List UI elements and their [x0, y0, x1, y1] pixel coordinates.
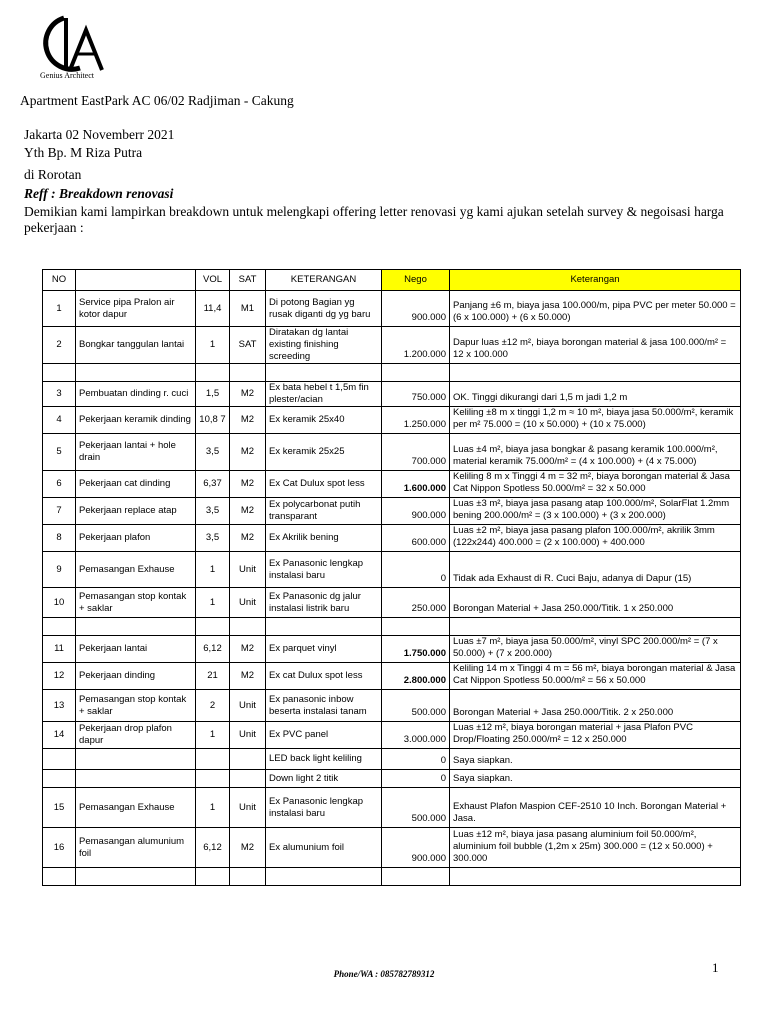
row-keterangan: Ex Akrilik bening	[266, 525, 382, 552]
row-no	[43, 868, 76, 886]
row-nego: 500.000	[382, 690, 450, 722]
row-item: Pemasangan stop kontak + saklar	[76, 588, 196, 618]
row-item: Pemasangan Exhause	[76, 552, 196, 588]
row-note: Borongan Material + Jasa 250.000/Titik. 1 x 250.000	[450, 588, 741, 618]
row-vol	[196, 364, 230, 382]
row-sat: M2	[230, 382, 266, 407]
row-item	[76, 749, 196, 770]
row-keterangan: Ex polycarbonat putih transparant	[266, 498, 382, 525]
table-row	[43, 618, 741, 636]
row-item	[76, 618, 196, 636]
row-nego: 250.000	[382, 588, 450, 618]
row-keterangan: Ex keramik 25x25	[266, 434, 382, 471]
row-sat	[230, 770, 266, 788]
header-sat: SAT	[230, 270, 266, 291]
row-no: 6	[43, 471, 76, 498]
row-vol: 1	[196, 552, 230, 588]
row-item	[76, 770, 196, 788]
row-note: Borongan Material + Jasa 250.000/Titik. 2 x 250.000	[450, 690, 741, 722]
row-no: 13	[43, 690, 76, 722]
row-nego: 1.250.000	[382, 407, 450, 434]
header-no: NO	[43, 270, 76, 291]
row-no: 11	[43, 636, 76, 663]
row-note: Luas ±12 m², biaya jasa pasang aluminium foil 50.000/m², aluminium foil bubble (1,2m x 25m) 300.000 = (12 x 50.000) + 300.000	[450, 828, 741, 868]
table-row	[43, 552, 741, 588]
row-keterangan: Di potong Bagian yg rusak diganti dg yg baru	[266, 291, 382, 327]
row-keterangan: LED back light keliling	[266, 749, 382, 770]
row-keterangan: Ex panasonic inbow beserta instalasi tanam	[266, 690, 382, 722]
row-vol: 3,5	[196, 525, 230, 552]
row-no	[43, 770, 76, 788]
row-vol: 2	[196, 690, 230, 722]
table-row	[43, 770, 741, 788]
row-item: Pemasangan stop kontak + saklar	[76, 690, 196, 722]
row-no: 8	[43, 525, 76, 552]
row-vol: 6,12	[196, 828, 230, 868]
table-row	[43, 722, 741, 749]
row-vol: 3,5	[196, 498, 230, 525]
table-row	[43, 327, 741, 364]
row-note: Luas ±3 m², biaya jasa pasang atap 100.000/m², SolarFlat 1.2mm bening 200.000/m² = (3 x 100.000) + (3 x 200.000)	[450, 498, 741, 525]
row-sat: M2	[230, 471, 266, 498]
row-note: Panjang ±6 m, biaya jasa 100.000/m, pipa PVC per meter 50.000 = (6 x 100.000) + (6 x 50.000)	[450, 291, 741, 327]
row-nego: 1.600.000	[382, 471, 450, 498]
table-row	[43, 868, 741, 886]
row-sat: Unit	[230, 552, 266, 588]
date-line: Jakarta 02 Novemberr 2021	[24, 127, 175, 142]
logo-text: Genius Architect	[40, 71, 94, 80]
row-sat: M2	[230, 828, 266, 868]
table-row	[43, 364, 741, 382]
row-item: Pekerjaan drop plafon dapur	[76, 722, 196, 749]
row-vol: 1	[196, 788, 230, 828]
row-note: Keliling 14 m x Tinggi 4 m = 56 m², biaya borongan material & Jasa Cat Nippon Spotless 50.000/m² = 56 x 50.000	[450, 663, 741, 690]
row-item: Pekerjaan lantai + hole drain	[76, 434, 196, 471]
row-note	[450, 364, 741, 382]
row-item: Pekerjaan keramik dinding	[76, 407, 196, 434]
row-keterangan: Ex Panasonic dg jalur instalasi listrik baru	[266, 588, 382, 618]
footer-contact: Phone/WA : 085782789312	[333, 969, 435, 979]
row-vol	[196, 868, 230, 886]
row-note	[450, 868, 741, 886]
intro-paragraph: Demikian kami lampirkan breakdown untuk melengkapi offering letter renovasi yg kami ajukan setelah survey & negoisasi harga pekerjaan :	[24, 204, 724, 235]
table-row	[43, 663, 741, 690]
row-vol: 3,5	[196, 434, 230, 471]
row-nego: 3.000.000	[382, 722, 450, 749]
row-no: 2	[43, 327, 76, 364]
row-note: Saya siapkan.	[450, 770, 741, 788]
row-vol: 1	[196, 327, 230, 364]
table-row	[43, 788, 741, 828]
table-row	[43, 434, 741, 471]
project-title: Apartment EastPark AC 06/02 Radjiman - Cakung	[20, 93, 294, 108]
row-no: 7	[43, 498, 76, 525]
row-note: Tidak ada Exhaust di R. Cuci Baju, adanya di Dapur (15)	[450, 552, 741, 588]
row-nego: 0	[382, 552, 450, 588]
row-vol: 1	[196, 722, 230, 749]
row-nego: 750.000	[382, 382, 450, 407]
row-nego	[382, 868, 450, 886]
row-note: OK. Tinggi dikurangi dari 1,5 m jadi 1,2 m	[450, 382, 741, 407]
row-item: Pekerjaan cat dinding	[76, 471, 196, 498]
row-nego: 700.000	[382, 434, 450, 471]
header-item	[76, 270, 196, 291]
row-keterangan: Down light 2 titik	[266, 770, 382, 788]
row-no: 5	[43, 434, 76, 471]
header-vol: VOL	[196, 270, 230, 291]
row-nego: 2.800.000	[382, 663, 450, 690]
row-no: 4	[43, 407, 76, 434]
row-item: Pekerjaan replace atap	[76, 498, 196, 525]
row-item: Pekerjaan plafon	[76, 525, 196, 552]
row-item: Pekerjaan dinding	[76, 663, 196, 690]
row-no: 3	[43, 382, 76, 407]
row-sat: M2	[230, 525, 266, 552]
row-no: 15	[43, 788, 76, 828]
row-keterangan: Ex keramik 25x40	[266, 407, 382, 434]
row-item: Bongkar tanggulan lantai	[76, 327, 196, 364]
row-nego: 0	[382, 770, 450, 788]
row-note: Luas ±12 m², biaya borongan material + jasa Plafon PVC Drop/Floating 250.000/m² = 12 x 250.000	[450, 722, 741, 749]
genius-architect-logo	[36, 10, 116, 80]
table-body	[43, 291, 741, 886]
row-sat: Unit	[230, 722, 266, 749]
row-sat: M2	[230, 498, 266, 525]
row-sat: M1	[230, 291, 266, 327]
row-note: Luas ±4 m², biaya jasa bongkar & pasang keramik 100.000/m², material keramik 75.000/m² = (4 x 100.000) + (4 x 75.000)	[450, 434, 741, 471]
row-vol: 6,12	[196, 636, 230, 663]
row-sat: M2	[230, 407, 266, 434]
row-no	[43, 618, 76, 636]
table-row	[43, 636, 741, 663]
row-vol: 10,8 7	[196, 407, 230, 434]
row-no: 9	[43, 552, 76, 588]
row-item	[76, 364, 196, 382]
table-header-row	[43, 270, 741, 291]
table-row	[43, 749, 741, 770]
table-row	[43, 828, 741, 868]
row-nego: 500.000	[382, 788, 450, 828]
row-sat: M2	[230, 663, 266, 690]
row-nego	[382, 364, 450, 382]
location: di Rorotan	[24, 167, 82, 182]
row-vol	[196, 618, 230, 636]
row-note: Saya siapkan.	[450, 749, 741, 770]
row-sat	[230, 749, 266, 770]
row-keterangan: Ex Panasonic lengkap instalasi baru	[266, 788, 382, 828]
row-vol	[196, 770, 230, 788]
row-nego: 0	[382, 749, 450, 770]
row-item: Pekerjaan lantai	[76, 636, 196, 663]
row-no: 14	[43, 722, 76, 749]
row-keterangan	[266, 618, 382, 636]
row-keterangan: Ex Panasonic lengkap instalasi baru	[266, 552, 382, 588]
row-note: Luas ±7 m², biaya jasa 50.000/m², vinyl SPC 200.000/m² = (7 x 50.000) + (7 x 200.000)	[450, 636, 741, 663]
table-row	[43, 588, 741, 618]
row-vol: 6,37	[196, 471, 230, 498]
table-row	[43, 407, 741, 434]
row-no	[43, 364, 76, 382]
row-nego: 1.200.000	[382, 327, 450, 364]
addressee: Yth Bp. M Riza Putra	[24, 145, 143, 160]
row-keterangan	[266, 868, 382, 886]
page-number: 1	[712, 960, 719, 975]
row-keterangan: Ex PVC panel	[266, 722, 382, 749]
table-row	[43, 471, 741, 498]
row-nego: 900.000	[382, 498, 450, 525]
row-keterangan: Diratakan dg lantai existing finishing screeding	[266, 327, 382, 364]
row-no: 10	[43, 588, 76, 618]
row-nego: 1.750.000	[382, 636, 450, 663]
row-no: 12	[43, 663, 76, 690]
row-keterangan	[266, 364, 382, 382]
row-item: Pemasangan Exhause	[76, 788, 196, 828]
table-row	[43, 382, 741, 407]
row-sat: M2	[230, 434, 266, 471]
header-keterangan-note: Keterangan	[450, 270, 741, 291]
row-note: Luas ±2 m², biaya jasa pasang plafon 100.000/m², akrilik 3mm (122x244) 400.000 = (2 x 100.000) + 400.000	[450, 525, 741, 552]
row-nego: 900.000	[382, 828, 450, 868]
table-row	[43, 690, 741, 722]
table-row	[43, 498, 741, 525]
row-nego: 600.000	[382, 525, 450, 552]
row-sat: Unit	[230, 588, 266, 618]
row-no	[43, 749, 76, 770]
header-keterangan: KETERANGAN	[266, 270, 382, 291]
row-keterangan: Ex cat Dulux spot less	[266, 663, 382, 690]
row-sat	[230, 868, 266, 886]
row-no: 16	[43, 828, 76, 868]
row-item: Pemasangan alumunium foil	[76, 828, 196, 868]
row-sat	[230, 364, 266, 382]
row-item	[76, 868, 196, 886]
row-sat: SAT	[230, 327, 266, 364]
header-nego: Nego	[382, 270, 450, 291]
row-keterangan: Ex parquet vinyl	[266, 636, 382, 663]
table-row	[43, 291, 741, 327]
row-sat: Unit	[230, 788, 266, 828]
row-note	[450, 618, 741, 636]
row-sat: M2	[230, 636, 266, 663]
row-sat: Unit	[230, 690, 266, 722]
row-vol: 11,4	[196, 291, 230, 327]
row-vol: 1,5	[196, 382, 230, 407]
row-note: Exhaust Plafon Maspion CEF-2510 10 Inch. Borongan Material + Jasa.	[450, 788, 741, 828]
row-keterangan: Ex alumunium foil	[266, 828, 382, 868]
reference-line: Reff : Breakdown renovasi	[24, 186, 174, 201]
row-vol: 21	[196, 663, 230, 690]
row-nego	[382, 618, 450, 636]
row-vol	[196, 749, 230, 770]
row-keterangan: Ex Cat Dulux spot less	[266, 471, 382, 498]
breakdown-table	[42, 269, 741, 886]
row-vol: 1	[196, 588, 230, 618]
row-no: 1	[43, 291, 76, 327]
row-sat	[230, 618, 266, 636]
row-item: Service pipa Pralon air kotor dapur	[76, 291, 196, 327]
row-item: Pembuatan dinding r. cuci	[76, 382, 196, 407]
row-note: Keliling 8 m x Tinggi 4 m = 32 m², biaya borongan material & Jasa Cat Nippon Spotless 50.000/m² = 32 x 50.000	[450, 471, 741, 498]
table-row	[43, 525, 741, 552]
row-nego: 900.000	[382, 291, 450, 327]
row-note: Dapur luas ±12 m², biaya borongan material & jasa 100.000/m² = 12 x 100.000	[450, 327, 741, 364]
row-keterangan: Ex bata hebel t 1,5m fin plester/acian	[266, 382, 382, 407]
row-note: Keliling ±8 m x tinggi 1,2 m ≈ 10 m², biaya jasa 50.000/m², keramik per m² 75.000 = (10 x 50.000) + (10 x 75.000)	[450, 407, 741, 434]
